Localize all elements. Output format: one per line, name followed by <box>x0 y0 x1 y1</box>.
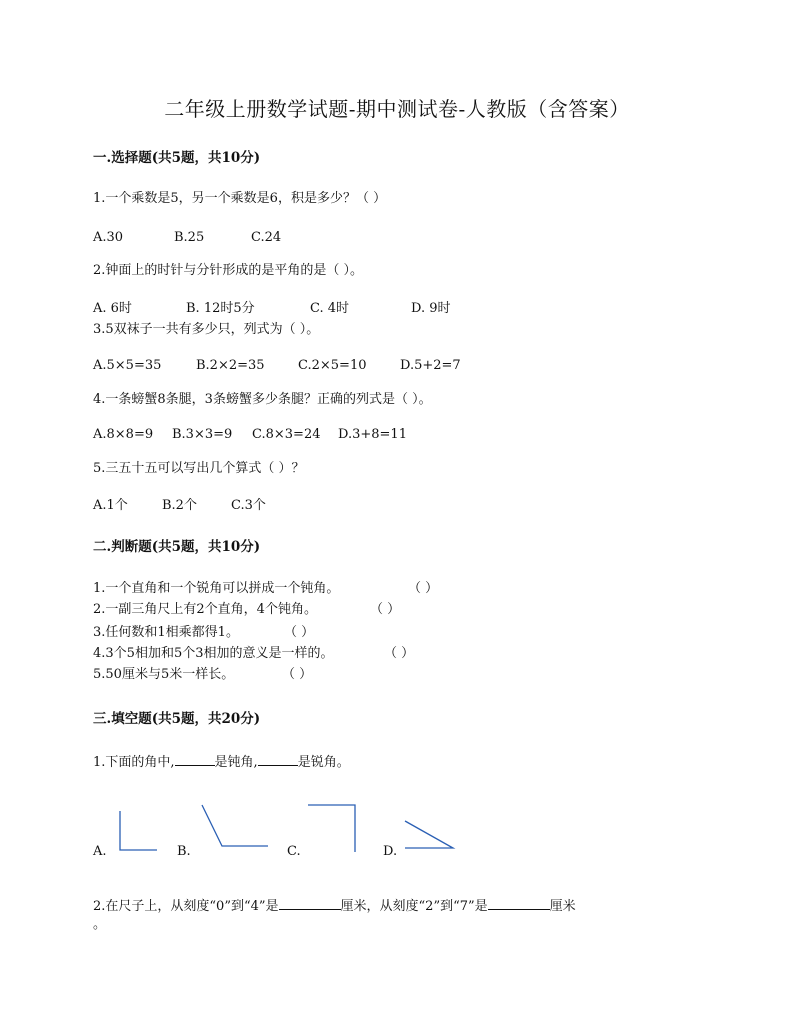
question-text: 3.5双袜子一共有多少只，列式为（ ）。 <box>93 322 320 337</box>
answer-blank[interactable] <box>488 896 550 910</box>
angle-b-figure <box>202 805 268 846</box>
answer-paren: （ ） <box>384 646 415 661</box>
option: B.2个 <box>162 498 197 513</box>
judge-item: 1.一个直角和一个锐角可以拼成一个钝角。 <box>93 581 340 596</box>
question-text: 4.一条螃蟹8条腿，3条螃蟹多少条腿？正确的列式是（ ）。 <box>93 392 432 407</box>
option: B.25 <box>174 230 205 245</box>
question-text: 1.一个乘数是5，另一个乘数是6，积是多少？（ ） <box>93 191 387 206</box>
judge-item: 4.3个5相加和5个3相加的意义是一样的。 <box>93 646 334 661</box>
angle-d-figure <box>405 821 453 848</box>
angle-label-a: A. <box>93 844 107 859</box>
question-text: 1.下面的角中, <box>93 755 175 770</box>
option: B.3×3=9 <box>172 427 233 442</box>
option: A. 6时 <box>93 301 132 316</box>
question-text: 2.在尺子上，从刻度“0”到“4”是 <box>93 899 279 914</box>
angle-c-figure <box>308 805 355 852</box>
judge-item: 5.50厘米与5米一样长。 <box>93 667 235 682</box>
question-text: 。 <box>93 917 107 932</box>
option: B.2×2=35 <box>196 358 265 373</box>
fill-question-1 <box>93 752 350 772</box>
option: A.30 <box>93 230 124 245</box>
judge-item: 2.一副三角尺上有2个直角，4个钝角。 <box>93 602 317 617</box>
angle-label-d: D. <box>383 844 398 859</box>
answer-blank[interactable] <box>175 752 215 766</box>
option: B. 12时5分 <box>186 301 255 316</box>
option: A.8×8=9 <box>93 427 154 442</box>
option: C.24 <box>251 230 282 245</box>
answer-paren: （ ） <box>408 581 439 596</box>
option: C.2×5=10 <box>298 358 367 373</box>
option: D.3+8=11 <box>338 427 407 442</box>
question-text: 厘米，从刻度“2”到“7”是 <box>340 899 488 914</box>
question-text: 厘米 <box>549 899 576 914</box>
option: A.5×5=35 <box>93 358 162 373</box>
answer-blank[interactable] <box>258 752 298 766</box>
angle-label-c: C. <box>287 844 301 859</box>
option: C. 4时 <box>310 301 350 316</box>
angle-label-b: B. <box>177 844 191 859</box>
question-text: 是钝角, <box>214 755 258 770</box>
judge-item: 3.任何数和1相乘都得1。 <box>93 625 239 640</box>
answer-blank[interactable] <box>279 896 341 910</box>
option: C.3个 <box>231 498 266 513</box>
question-text: 2.钟面上的时针与分针形成的是平角的是（ ）。 <box>93 263 364 278</box>
answer-paren: （ ） <box>282 667 313 682</box>
question-text: 5.三五十五可以写出几个算式（ ）？ <box>93 461 305 476</box>
fill-question-2 <box>93 896 576 916</box>
option: D. 9时 <box>411 301 451 316</box>
page-title: 二年级上册数学试题-期中测试卷-人教版（含答案） <box>164 97 630 121</box>
option: C.8×3=24 <box>252 427 321 442</box>
option: A.1个 <box>93 498 128 513</box>
angle-a-figure <box>120 811 157 850</box>
section-heading-judge: 二.判断题(共5题，共10分) <box>93 539 261 555</box>
answer-paren: （ ） <box>284 625 315 640</box>
section-heading-fill: 三.填空题(共5题，共20分) <box>93 711 261 727</box>
option: D.5+2=7 <box>400 358 461 373</box>
question-text: 是锐角。 <box>297 755 350 770</box>
section-heading-choice: 一.选择题(共5题，共10分) <box>93 150 261 166</box>
answer-paren: （ ） <box>370 602 401 617</box>
